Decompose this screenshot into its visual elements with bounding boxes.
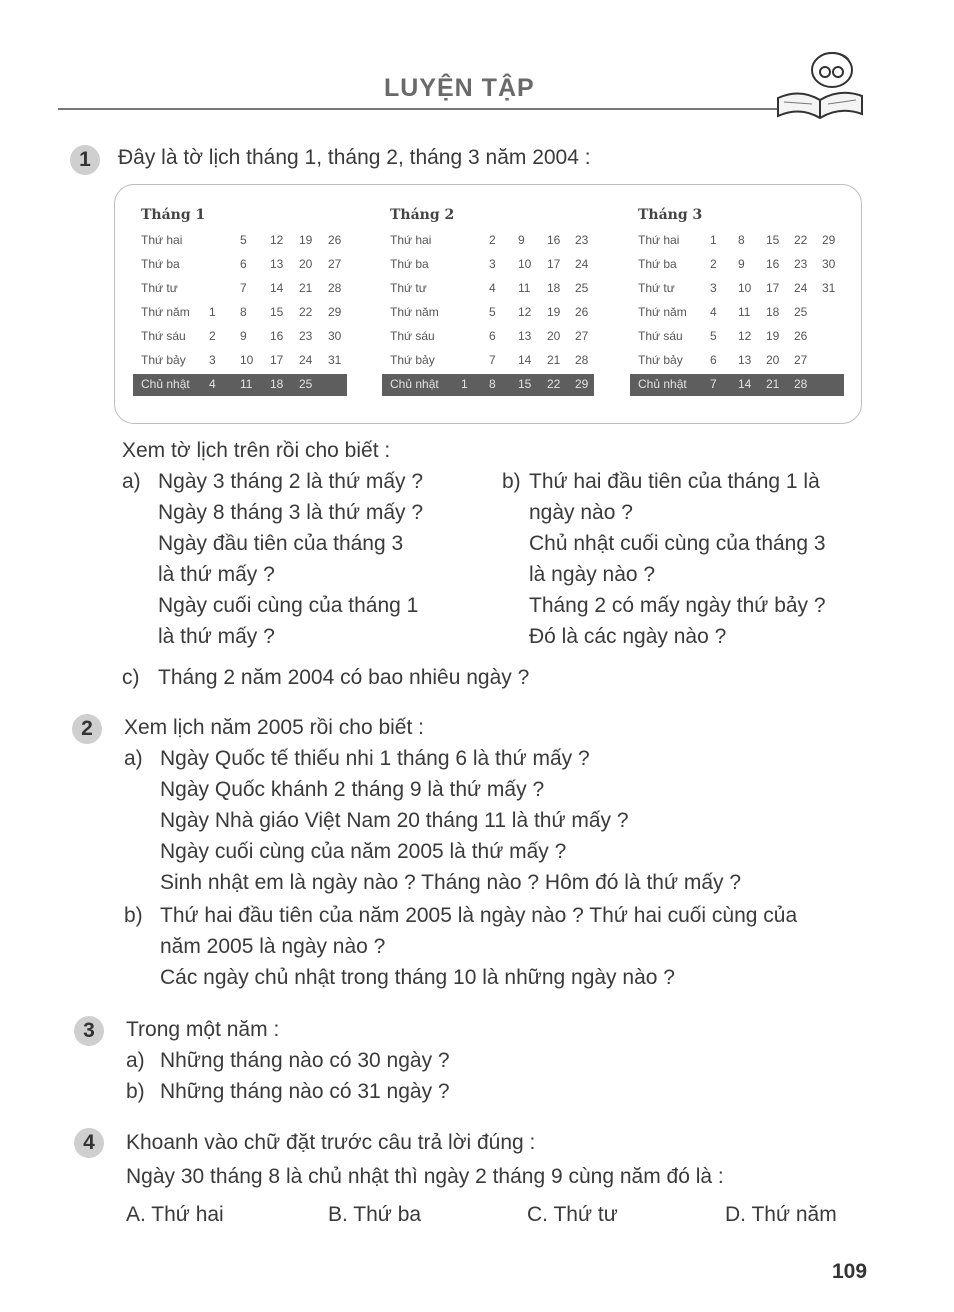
calendar-date: 16 [270,329,284,343]
exercise-2-intro: Xem lịch năm 2005 rồi cho biết : [124,716,424,739]
ex3-b-text: Những tháng nào có 31 ngày ? [160,1080,450,1103]
calendar-date: 7 [710,377,717,391]
calendar-date: 9 [518,233,525,247]
calendar-date: 2 [489,233,496,247]
calendar-date: 13 [738,353,752,367]
calendar-date: 26 [328,233,342,247]
calendar-date: 7 [489,353,496,367]
ex1-prompt: Xem tờ lịch trên rồi cho biết : [122,439,391,462]
calendar-date: 22 [299,305,313,319]
ex1-c-text: Tháng 2 năm 2004 có bao nhiêu ngày ? [158,666,530,689]
ex3-a-text: Những tháng nào có 30 ngày ? [160,1049,450,1072]
weekday-label: Thứ hai [638,233,680,247]
ex4-option-b[interactable]: B. Thứ ba [328,1203,422,1226]
ex1-b-label: b) [502,470,521,493]
ex1-a-line: Ngày 3 tháng 2 là thứ mấy ? [158,470,424,493]
calendar-date: 15 [518,377,532,391]
calendar-date: 23 [794,257,808,271]
ex3-a-label: a) [126,1049,145,1072]
calendar-date: 5 [489,305,496,319]
calendar-date: 28 [794,377,808,391]
ex1-a-line: là thứ mấy ? [158,625,275,648]
calendar-date: 2 [209,329,216,343]
ex1-b-line: ngày nào ? [529,501,633,524]
calendar-date: 29 [822,233,836,247]
calendar-date: 17 [766,281,780,295]
ex2-b-line: Các ngày chủ nhật trong tháng 10 là những ngày nào ? [160,966,675,989]
calendar-date: 20 [766,353,780,367]
calendar-date: 10 [518,257,532,271]
weekday-label: Thứ năm [390,305,439,319]
calendar-date: 27 [794,353,808,367]
page-number: 109 [832,1260,868,1283]
calendar-date: 23 [575,233,589,247]
calendar-date: 27 [328,257,342,271]
ex1-c-label: c) [122,666,140,689]
calendar-date: 21 [766,377,780,391]
exercise-3-intro: Trong một năm : [126,1018,280,1041]
calendar-date: 24 [575,257,589,271]
calendar-date: 15 [270,305,284,319]
weekday-label: Thứ bảy [638,353,683,367]
calendar-date: 6 [489,329,496,343]
month-title: Tháng 3 [638,207,703,223]
reading-child-illustration [770,30,870,130]
calendar-date: 21 [299,281,313,295]
calendar-date: 31 [822,281,836,295]
weekday-label: Thứ hai [390,233,432,247]
weekday-label: Thứ năm [638,305,687,319]
calendar-date: 27 [575,329,589,343]
calendar-date: 7 [240,281,247,295]
calendar-date: 14 [270,281,284,295]
exercise-2-badge: 2 [72,714,102,744]
calendar-date: 16 [766,257,780,271]
weekday-label: Thứ sáu [141,329,186,343]
calendar-date: 1 [461,377,468,391]
ex2-a-line: Ngày cuối cùng của năm 2005 là thứ mấy ? [160,840,567,863]
calendar-date: 14 [518,353,532,367]
title-rule [58,108,858,110]
calendar-date: 10 [738,281,752,295]
calendar-date: 29 [328,305,342,319]
ex1-b-line: Đó là các ngày nào ? [529,625,727,648]
ex4-option-d[interactable]: D. Thứ năm [725,1203,837,1226]
ex1-a-line: là thứ mấy ? [158,563,275,586]
calendar-date: 30 [822,257,836,271]
ex1-a-line: Ngày 8 tháng 3 là thứ mấy ? [158,501,424,524]
ex2-b-label: b) [124,904,143,927]
calendar-date: 13 [518,329,532,343]
weekday-label: Chủ nhật [141,377,190,391]
calendar-date: 15 [766,233,780,247]
ex2-a-line: Ngày Nhà giáo Việt Nam 20 tháng 11 là thứ mấy ? [160,809,629,832]
ex2-a-line: Ngày Quốc khánh 2 tháng 9 là thứ mấy ? [160,778,545,801]
calendar-date: 3 [710,281,717,295]
calendar-date: 17 [270,353,284,367]
ex2-b-line: Thứ hai đầu tiên của năm 2005 là ngày nào ? Thứ hai cuối cùng của [160,904,798,927]
calendar-date: 25 [575,281,589,295]
weekday-label: Thứ tư [141,281,178,295]
calendar-date: 9 [738,257,745,271]
weekday-label: Thứ bảy [141,353,186,367]
calendar-date: 14 [738,377,752,391]
ex4-option-c[interactable]: C. Thứ tư [527,1203,618,1226]
calendar-date: 4 [710,305,717,319]
weekday-label: Thứ hai [141,233,183,247]
ex1-a-label: a) [122,470,141,493]
calendar-date: 22 [547,377,561,391]
calendar-date: 5 [240,233,247,247]
calendar-date: 19 [299,233,313,247]
calendar-date: 12 [518,305,532,319]
calendar-date: 17 [547,257,561,271]
weekday-label: Thứ bảy [390,353,435,367]
calendar-date: 11 [240,377,253,391]
calendar-date: 30 [328,329,342,343]
calendar-date: 4 [489,281,496,295]
month-title: Tháng 1 [141,207,206,223]
calendar-date: 23 [299,329,313,343]
calendar-date: 11 [518,281,531,295]
calendar-date: 24 [794,281,808,295]
calendar-date: 8 [240,305,247,319]
calendar-date: 25 [794,305,808,319]
calendar-date: 5 [710,329,717,343]
calendar-date: 10 [240,353,254,367]
calendar-date: 18 [766,305,780,319]
calendar-date: 29 [575,377,589,391]
calendar-date: 1 [710,233,717,247]
calendar-date: 19 [547,305,561,319]
ex2-a-line: Sinh nhật em là ngày nào ? Tháng nào ? Hôm đó là thứ mấy ? [160,871,742,894]
calendar-date: 8 [738,233,745,247]
calendar-date: 21 [547,353,561,367]
page-title: LUYỆN TẬP [384,74,535,102]
calendar-date: 8 [489,377,496,391]
calendar-date: 28 [328,281,342,295]
calendar-date: 28 [575,353,589,367]
calendar-date: 18 [270,377,284,391]
ex2-b-line: năm 2005 là ngày nào ? [160,935,386,958]
calendar-date: 26 [575,305,589,319]
calendar-date: 25 [299,377,313,391]
ex1-b-line: Tháng 2 có mấy ngày thứ bảy ? [529,594,826,617]
calendar-date: 6 [710,353,717,367]
ex1-a-line: Ngày đầu tiên của tháng 3 [158,532,404,555]
ex3-b-label: b) [126,1080,145,1103]
ex1-a-line: Ngày cuối cùng của tháng 1 [158,594,419,617]
weekday-label: Thứ ba [390,257,429,271]
exercise-1-badge: 1 [70,145,100,175]
weekday-label: Chủ nhật [638,377,687,391]
exercise-3-badge: 3 [74,1016,104,1046]
weekday-label: Thứ sáu [390,329,435,343]
weekday-label: Thứ sáu [638,329,683,343]
calendar-date: 22 [794,233,808,247]
calendar-date: 1 [209,305,216,319]
weekday-label: Thứ tư [638,281,675,295]
calendar-date: 18 [547,281,561,295]
calendar-date: 9 [240,329,247,343]
weekday-label: Thứ năm [141,305,190,319]
weekday-label: Thứ ba [141,257,180,271]
calendar-date: 12 [738,329,752,343]
calendar-date: 3 [209,353,216,367]
ex1-b-line: Chủ nhật cuối cùng của tháng 3 [529,532,826,555]
calendar-date: 12 [270,233,284,247]
ex4-question: Ngày 30 tháng 8 là chủ nhật thì ngày 2 tháng 9 cùng năm đó là : [126,1165,724,1188]
ex1-b-line: Thứ hai đầu tiên của tháng 1 là [529,470,820,493]
calendar-date: 19 [766,329,780,343]
ex2-a-line: Ngày Quốc tế thiếu nhi 1 tháng 6 là thứ mấy ? [160,747,590,770]
calendar-date: 26 [794,329,808,343]
calendar-date: 16 [547,233,561,247]
calendar-date: 31 [328,353,342,367]
calendar-date: 3 [489,257,496,271]
calendar-date: 13 [270,257,284,271]
exercise-1-intro: Đây là tờ lịch tháng 1, tháng 2, tháng 3 năm 2004 : [118,146,591,169]
exercise-4-badge: 4 [74,1128,104,1158]
calendar-date: 4 [209,377,216,391]
ex4-option-a[interactable]: A. Thứ hai [126,1203,224,1226]
weekday-label: Thứ tư [390,281,427,295]
calendar-date: 11 [738,305,751,319]
ex2-a-label: a) [124,747,143,770]
weekday-label: Thứ ba [638,257,677,271]
calendar-date: 6 [240,257,247,271]
calendar-date: 20 [299,257,313,271]
month-title: Tháng 2 [390,207,455,223]
ex1-b-line: là ngày nào ? [529,563,656,586]
calendar-date: 2 [710,257,717,271]
exercise-4-intro: Khoanh vào chữ đặt trước câu trả lời đúng : [126,1131,536,1154]
weekday-label: Chủ nhật [390,377,439,391]
calendar-date: 20 [547,329,561,343]
calendar-date: 24 [299,353,313,367]
